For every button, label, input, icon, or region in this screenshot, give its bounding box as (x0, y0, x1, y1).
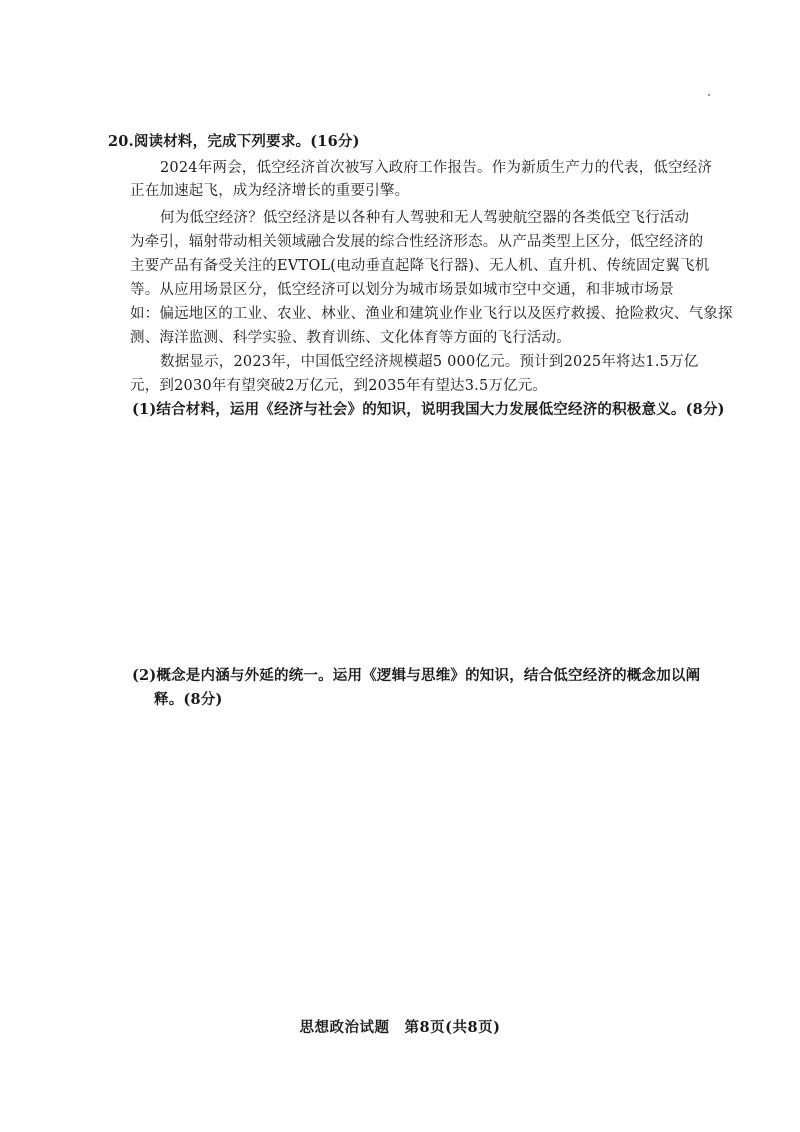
sub-question-2: (2)概念是内涵与外延的统一。运用《逻辑与思维》的知识，结合低空经济的概念加以阐 (132, 667, 701, 684)
material-line: 元，到2030年有望突破2万亿元，到2035年有望达3.5万亿元。 (130, 378, 548, 394)
material-line: 主要产品有备受关注的EVTOL(电动垂直起降飞行器)、无人机、直升机、传统固定翼飞机 (130, 258, 710, 274)
sub-question-2-continued: 释。(8分) (154, 691, 223, 708)
scan-speck (708, 94, 710, 96)
material-line: 等。从应用场景区分，低空经济可以划分为城市场景如城市空中交通，和非城市场景 (130, 282, 674, 298)
material-line: 如：偏远地区的工业、农业、林业、渔业和建筑业作业飞行以及医疗救援、抢险救灾、气象探 (130, 306, 733, 322)
material-line: 2024年两会，低空经济首次被写入政府工作报告。作为新质生产力的代表，低空经济 (160, 160, 713, 176)
material-line: 何为低空经济？低空经济是以各种有人驾驶和无人驾驶航空器的各类低空飞行活动 (160, 210, 690, 226)
material-line: 数据显示，2023年，中国低空经济规模超5 000亿元。预计到2025年将达1.5万亿 (160, 354, 699, 370)
page-footer: 思想政治试题 第8页(共8页) (299, 1019, 501, 1036)
sub-question-1: (1)结合材料，运用《经济与社会》的知识，说明我国大力发展低空经济的积极意义。(8分) (132, 401, 725, 418)
question-heading: 20.阅读材料，完成下列要求。(16分) (108, 133, 360, 150)
answer-space-2 (130, 720, 690, 1000)
material-line: 测、海洋监测、科学实验、教育训练、文化体育等方面的飞行活动。 (130, 330, 571, 346)
answer-space-1 (130, 428, 690, 658)
material-line: 为牵引，辐射带动相关领域融合发展的综合性经济形态。从产品类型上区分，低空经济的 (130, 234, 704, 250)
material-line: 正在加速起飞，成为经济增长的重要引擎。 (130, 183, 410, 199)
